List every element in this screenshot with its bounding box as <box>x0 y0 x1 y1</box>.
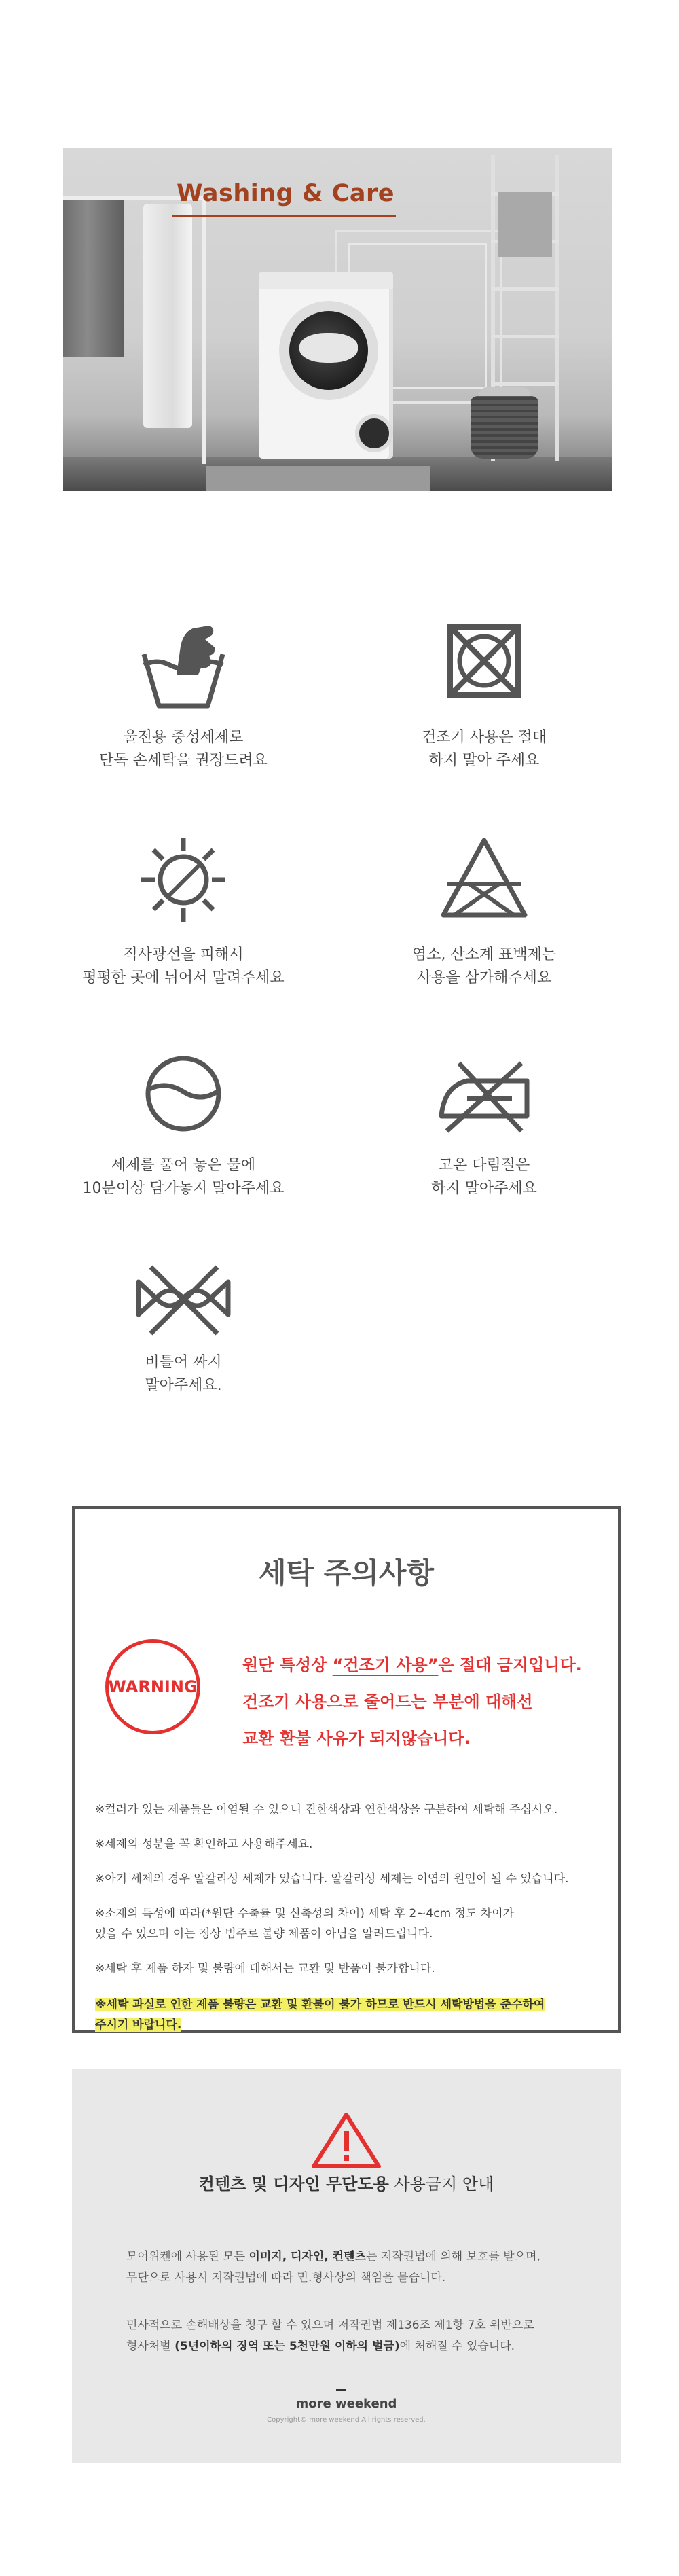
hero-title: Washing & Care <box>177 180 394 207</box>
copyright-text: 모어위켄에 사용된 모든 <box>126 2250 249 2264</box>
care-item-no-soak <box>48 1043 319 1200</box>
care-item-no-tumble-dry <box>348 615 620 772</box>
warning-line-1-post: 은 절대 금지입니다. <box>438 1656 582 1675</box>
brand-logo: more weekend <box>295 2397 397 2411</box>
no-high-iron-icon <box>426 1043 542 1145</box>
warning-note: ※컬러가 있는 제품들은 이염될 수 있으니 진한색상과 연한색상을 구분하여 세탁해 주십시오. <box>95 1803 558 1817</box>
care-item-no-bleach <box>348 825 620 990</box>
ladder-rung <box>491 287 559 291</box>
care-item-no-wring <box>48 1260 319 1397</box>
no-bleach-icon <box>430 825 538 934</box>
warning-note: ※세탁 후 제품 하자 및 불량에 대해서는 교환 및 반품이 불가합니다. <box>95 1962 435 1975</box>
care-label: 고온 다림질은 하지 말아주세요 <box>431 1157 537 1197</box>
copyright-text: 에 처해질 수 있습니다. <box>399 2340 515 2353</box>
no-soak-icon <box>129 1043 238 1145</box>
hand-wash-icon <box>129 615 238 717</box>
warning-note: ※세제의 성분을 꼭 확인하고 사용해주세요. <box>95 1838 313 1851</box>
warning-dryer-emphasis: “건조기 사용” <box>332 1656 439 1675</box>
warning-badge: WARNING <box>105 1639 200 1734</box>
copyright-title <box>72 2170 621 2194</box>
copyright-text: 민사적으로 손해배상을 청구 할 수 있으며 저작권법 제136조 제1항 7호 위반으로 형사처벌 <box>126 2319 534 2353</box>
care-label: 비틀어 짜지 말아주세요. <box>145 1354 222 1394</box>
no-tumble-dry-icon <box>430 615 538 717</box>
copyright-paragraph-2 <box>126 2315 574 2357</box>
warning-line-1-pre: 원단 특성상 <box>242 1656 333 1675</box>
logo-mark <box>336 2389 346 2391</box>
warning-line-3: 교환 환불 사유가 되지않습니다. <box>242 1729 471 1748</box>
no-wring-icon <box>122 1260 244 1342</box>
hanging-cloth <box>63 200 124 357</box>
warning-final-note <box>95 1994 545 2035</box>
washer-dial <box>355 414 393 452</box>
care-label: 울전용 중성세제로 단독 손세탁을 권장드려요 <box>99 729 268 769</box>
copyright-notice: Copyright© more weekend All rights reserved. <box>267 2416 426 2424</box>
no-direct-sun-icon <box>129 825 238 934</box>
rack-pole <box>202 196 206 464</box>
ladder-rail <box>555 155 559 461</box>
ladder-rung <box>491 335 559 338</box>
copyright-box <box>72 2069 621 2463</box>
care-item-no-high-iron <box>348 1043 620 1200</box>
care-label: 건조기 사용은 절대 하지 말아 주세요 <box>421 729 547 769</box>
laundry-basket <box>471 396 538 459</box>
care-label: 세제를 풀어 놓은 물에 10분이상 담가놓지 말아주세요 <box>82 1157 285 1197</box>
warning-title: 세탁 주의사항 <box>258 1556 435 1590</box>
copyright-text: 는 저작권법에 의해 보호를 받으며, 무단으로 사용시 저작권법에 따라 민.형사상의 책임을 묻습니다. <box>126 2250 540 2285</box>
care-label: 직사광선을 피해서 평평한 곳에 뉘어서 말려주세요 <box>82 946 285 986</box>
warning-box <box>72 1506 621 2033</box>
washer-clothes <box>299 333 358 363</box>
care-item-hand-wash <box>48 615 319 772</box>
hero-title-underline <box>172 215 396 217</box>
warning-final-note-highlight: ※세탁 과실로 인한 제품 불량은 교환 및 환불이 불가 하므로 반드시 세탁방법을 준수하여 주시기 바랍니다. <box>95 1998 545 2032</box>
warning-note: ※소재의 특성에 따라(*원단 수축률 및 신축성의 차이) 세탁 후 2~4cm 정도 차이가 있을 수 있으며 이는 정상 범주로 불량 제품이 아님을 알려드립니다. <box>95 1907 515 1941</box>
care-item-no-direct-sun <box>48 825 319 990</box>
warning-note: ※아기 세제의 경우 알칼리성 세제가 있습니다. 알칼리성 세제는 이염의 원인이 될 수 있습니다. <box>95 1872 569 1886</box>
copyright-text-bold: (5년이하의 징역 또는 5천만원 이하의 벌금) <box>175 2340 400 2353</box>
copyright-text-bold: 이미지, 디자인, 컨텐츠 <box>249 2250 366 2264</box>
warning-line-1 <box>242 1651 582 1675</box>
towel <box>498 192 552 257</box>
warning-line-2: 건조기 사용으로 줄어드는 부분에 대해선 <box>242 1692 533 1711</box>
copyright-title-rest: 사용금지 안내 <box>388 2175 494 2194</box>
copyright-paragraph-1 <box>126 2247 574 2289</box>
rug <box>206 466 430 491</box>
ladder-rung <box>491 382 559 386</box>
care-label: 염소, 산소계 표백제는 사용을 삼가해주세요 <box>411 946 557 986</box>
hanging-robe <box>143 204 192 428</box>
warning-triangle-icon <box>310 2111 383 2170</box>
washing-machine-top <box>259 272 393 289</box>
copyright-title-bold: 컨텐츠 및 디자인 무단도용 <box>198 2175 389 2194</box>
